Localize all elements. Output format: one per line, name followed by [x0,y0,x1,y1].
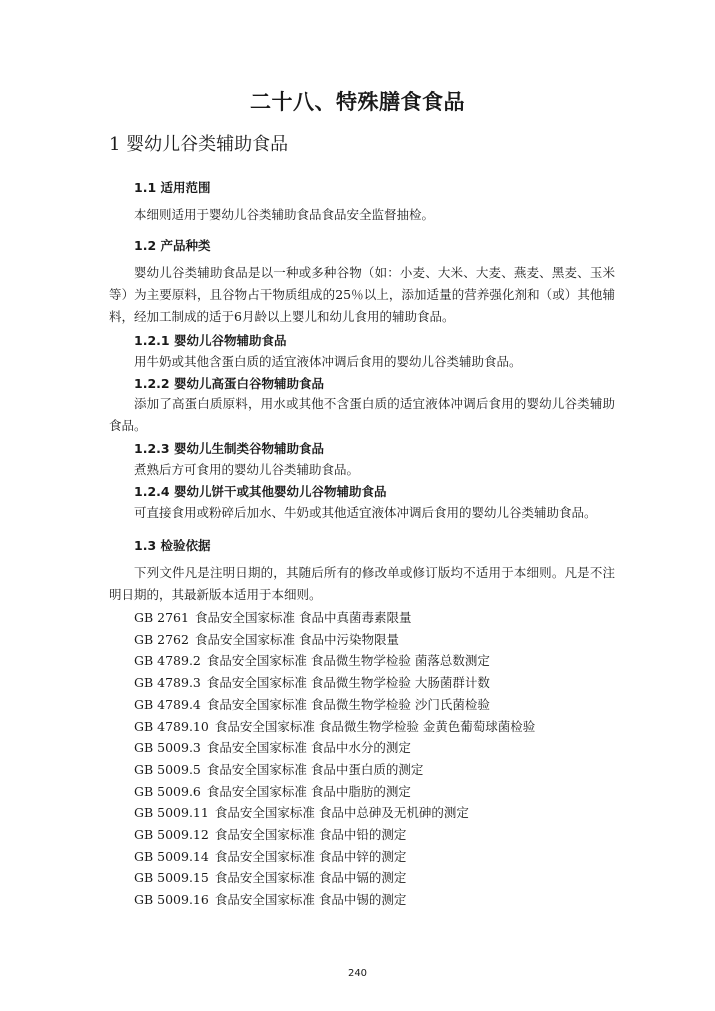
standard-item [134,890,406,908]
standard-title: 食品安全国家标准 食品微生物学检验 金黄色葡萄球菌检验 [214,718,536,734]
standard-title: 食品安全国家标准 食品微生物学检验 大肠菌群计数 [206,675,490,691]
paragraph-1-2-1: 用牛奶或其他含蛋白质的适宜液体冲调后食用的婴幼儿谷类辅助食品。 [134,354,522,369]
standard-title: 食品安全国家标准 食品中锌的测定 [214,848,407,864]
standard-code: GB 2761 [134,610,189,625]
standard-title: 食品安全国家标准 食品微生物学检验 沙门氏菌检验 [206,696,490,712]
standard-item [134,738,411,756]
standard-code: GB 5009.16 [134,892,209,908]
standard-title: 食品安全国家标准 食品微生物学检验 菌落总数测定 [206,653,490,669]
standard-title: 食品安全国家标准 食品中蛋白质的测定 [206,761,424,777]
standard-item [134,847,406,865]
standard-title: 食品安全国家标准 食品中污染物限量 [194,631,399,647]
standard-item [134,825,406,843]
paragraph-1-1: 本细则适用于婴幼儿谷类辅助食品食品安全监督抽检。 [134,207,435,222]
heading-1-2-1: 1.2.1 婴幼儿谷物辅助食品 [134,333,287,348]
paragraph-1-2: 婴幼儿谷类辅助食品是以一种或多种谷物（如：小麦、大米、大麦、燕麦、黑麦、玉米等）为主要原料，且谷物占干物质组成的25％以上，添加适量的营养强化剂和（或）其他辅料，经加工制成的适于6月龄以上婴儿和幼儿食用的辅助食品。 [109,265,615,324]
standard-item [134,651,490,669]
standard-code: GB 4789.4 [134,696,201,712]
standard-item [134,695,490,713]
standard-code: GB 5009.11 [134,805,209,821]
paragraph-1-2-2: 添加了高蛋白质原料，用水或其他不含蛋白质的适宜液体冲调后食用的婴幼儿谷类辅助食品。 [109,396,615,433]
heading-1-2-4: 1.2.4 婴幼儿饼干或其他婴幼儿谷物辅助食品 [134,484,387,499]
heading-1-2-2: 1.2.2 婴幼儿高蛋白谷物辅助食品 [134,376,324,391]
paragraph-1-3: 下列文件凡是注明日期的，其随后所有的修改单或修订版均不适用于本细则。凡是不注明日期的，其最新版本适用于本细则。 [109,565,615,602]
standard-item [134,630,399,648]
standard-code: GB 4789.10 [134,718,209,734]
heading-1-2: 1.2 产品种类 [134,238,211,253]
standard-code: GB 5009.6 [134,783,201,799]
standard-code: GB 4789.2 [134,653,201,669]
standard-code: GB 5009.14 [134,848,209,864]
standard-title: 食品安全国家标准 食品中真菌毒素限量 [194,610,412,625]
standard-title: 食品安全国家标准 食品中镉的测定 [214,870,407,886]
section-title: 1 婴幼儿谷类辅助食品 [109,134,289,155]
standard-code: GB 4789.3 [134,675,201,691]
standard-title: 食品安全国家标准 食品中脂肪的测定 [206,783,411,799]
standard-item [134,608,411,626]
standard-title: 食品安全国家标准 食品中铅的测定 [214,827,407,842]
paragraph-1-2-4: 可直接食用或粉碎后加水、牛奶或其他适宜液体冲调后食用的婴幼儿谷类辅助食品。 [134,505,597,520]
standard-title: 食品安全国家标准 食品中总砷及无机砷的测定 [214,805,469,821]
standard-title: 食品安全国家标准 食品中锡的测定 [214,892,407,908]
standard-title: 食品安全国家标准 食品中水分的测定 [206,740,411,756]
heading-1-3: 1.3 检验依据 [134,538,211,553]
standard-item [134,760,423,778]
standard-code: GB 5009.15 [134,870,209,886]
standard-item [134,673,490,691]
standard-code: GB 5009.12 [134,827,209,842]
standard-item [134,803,469,821]
heading-1-1: 1.1 适用范围 [134,180,211,195]
chapter-title: 二十八、特殊膳食食品 [250,89,465,114]
page-number: 240 [347,968,368,979]
standard-code: GB 5009.5 [134,761,201,777]
paragraph-1-2-3: 煮熟后方可食用的婴幼儿谷类辅助食品。 [134,462,360,477]
standard-item [134,782,411,800]
standard-code: GB 5009.3 [134,740,201,756]
standard-item [134,717,535,735]
heading-1-2-3: 1.2.3 婴幼儿生制类谷物辅助食品 [134,441,324,456]
standard-item [134,868,406,886]
standard-code: GB 2762 [134,631,189,647]
